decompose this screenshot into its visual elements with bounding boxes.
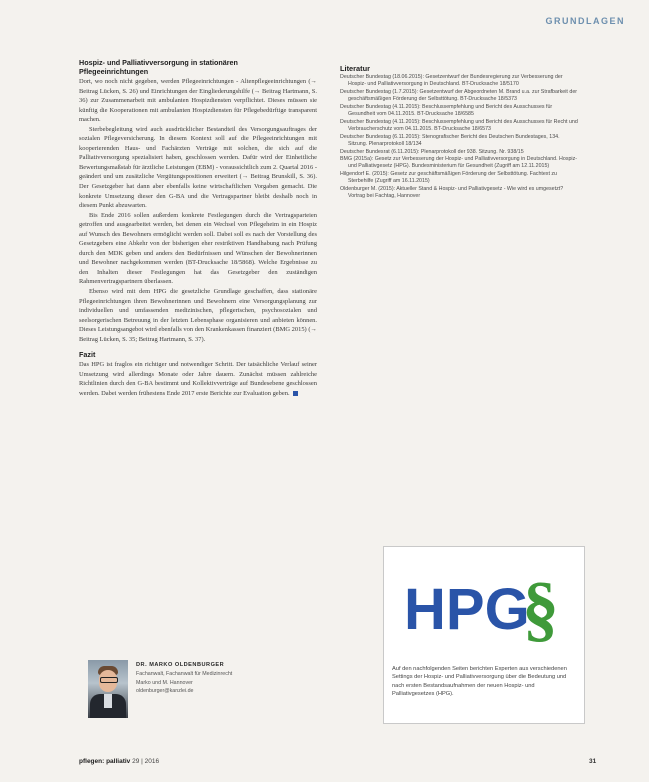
paragraph-1: Dort, wo noch nicht gegeben, werden Pflegeeinrichtungen - Altenpflegeeinrichtungen (→ Beitrag Lücken, S. 26) und Einrichtungen der Eingliederungshilfe (→ Beitrag Hartmann, S. 36) zur Zusammenarbeit mit ambulanten Hospizdiensten verpflichtet. Dieses müssen sie künftig die Kooperationen mit ambulanten Hospizdiensten für Pflegebedürftige transparent machen. [79,78,317,124]
page-number: 31 [589,758,597,765]
literature-item: Deutscher Bundesrat (6.11.2015): Plenarprotokoll der 938. Sitzung. Nr. 938/15 [340,148,524,155]
fazit-heading: Fazit [79,350,96,360]
literature-item: Deutscher Bundestag (4.11.2015): Beschlussempfehlung und Bericht des Ausschusses für Gesundheit vom 04.11.2015. BT-Drucksache 18/6585 [340,103,553,118]
literature-column [340,64,578,201]
hpg-logo-text: HPG [404,577,530,642]
literature-item: Deutscher Bundestag (4.11.2015): Beschlussempfehlung und Bericht des Ausschusses für Recht und Verbraucherschutz vom 04.11.2015. BT-Drucksache 18/6573 [340,118,578,132]
fazit-text: Das HPG ist fraglos ein richtiger und notwendiger Schritt. Der tatsächliche Verlauf seiner Umsetzung wird allerdings Monate oder Jahre dauern. Zunächst müssen zahlreiche Richtlinien durch den G-BA bestimmt und Kollektivverträge auf Bundesebene geschlossen werden. Dabei werden frühestens Ende 2017 erste Berichte zur Evaluation geben. [79,361,317,397]
author-name: DR. MARKO OLDENBURGER [136,662,225,668]
author-photo [88,660,128,718]
author-box [80,660,320,720]
literature-item: Deutscher Bundestag (6.11.2015): Stenografischer Bericht des Deutschen Bundestages, 134. Sitzung. Plenarprotokoll 18/134 [340,133,560,147]
paragraph-4: Ebenso wird mit dem HPG die gesetzliche Grundlage geschaffen, dass stationäre Pflegeeinrichtungen ihren Bewohnerinnen und Bewohnern eine Versorgungsplanung zur individuellen und umfassenden medizinischen, pflegerischen, psychosozialen und seelsorgerischen Betreuung in der letzten Lebensphase organisieren und anbieten können. Dieses Leistungsangebot wird ebenfalls von den Krankenkassen finanziert (BMG 2015) (→ Beitrag Lücken, S. 35; Beitrag Hartmann, S. 37). [79,288,317,343]
literature-item: Oldenburger M. (2015): Aktueller Stand & Hospiz- und Palliativgesetz - Wie wird es umgesetzt? Vortrag bei Fachtag, Hannover [340,186,564,200]
paragraph-2: Sterbebegleitung wird auch ausdrücklicher Bestandteil des Versorgungsauftrages der sozialen Pflegeversicherung. In diesem Kontext soll auf die Pflegeeinrichtungen mit kooperierenden Haus- und Fachärzten Verträge mit solchen, die sich auf die Palliativversorgung spezialisiert haben, geschlossen werden. Dafür wird der Einheitliche Bewertungsmaßstab für ärztliche Leistungen (EBM) - voraussichtlich zum 2. Quartal 2016 - geändert und um zusätzliche Vergütungspositionen erweitert (→ Beitrag Brunskill, S. 36). Der Gesetzgeber hat dann aber ebenfalls keine wirtschaftlichen Vorgaben gemacht. Die konkrete Umsetzung dieser den G-BA und die Vertragspartner bleibt deshalb noch in diesem Punkt abzuwarten. [79,125,317,210]
footer-magazine [79,758,159,765]
hpg-caption: Auf den nachfolgenden Seiten berichten Experten aus verschiedenen Settings der Hospiz- und Palliativversorgung über die Bedeutung und nach ersten Bestandsaufnahmen der neuen Hospiz- und Palliativgesetzes (HPG). [392,666,567,698]
hpg-logo [386,549,582,655]
literature-item: Hilgendorf E. (2015): Gesetz zur geschäftsmäßigen Förderung der Selbsttötung. Fachtext zu Sterbehilfe (Zugriff am 16.11.2015) [340,171,557,185]
literature-list [340,74,578,200]
author-affiliation: Marko und M. Hannover [136,679,193,686]
heading-line-2: Pflegeeinrichtungen [79,67,149,76]
literature-item: Deutscher Bundestag (1.7.2015): Gesetzentwurf der Abgeordneten M. Brand u.a. zur Strafbarkeit der geschäftsmäßigen Förderung der Selbsttötung. BT-Drucksache 18/5373 [340,88,578,103]
article-column [79,58,317,399]
issue-number: 29 | 2016 [132,758,160,765]
author-title: Fachanwalt, Fachanwalt für Medizinrecht [136,671,233,677]
author-email: oldenburger@kanzlei.de [136,688,194,694]
paragraph-3: Bis Ende 2016 sollen außerdem konkrete Festlegungen durch die Vertragsparteien getroffen und ausgearbeitet werden, bei denen ein Wechsel von Pflegeheim in ein Hospiz auf Wunsch des Bewohners ermöglicht werden soll. Dabei soll es nach der Vorstellung des Gesetzgebers eine Abkehr von der bisherigen eher restriktiven Handhabung nach Prüfung durch den MDK geben und anders den Bedürfnissen und Wünschen der Bewohnerinnen und Bewohner nachgekommen werden (BT-Drucksache 18/5868). Welche Ergebnisse zu den Inhalten dieser Festlegungen hat das Gesetzgeber den zuständigen Rahmenvertragspartnern überlassen. [79,211,317,286]
author-info [136,662,316,696]
literature-item: Deutscher Bundestag (18.06.2015): Gesetzentwurf der Bundesregierung zur Verbesserung der Hospiz- und Palliativversorgung in Deutschland. BT-Drucksache 18/5170 [340,74,563,88]
paragraph-symbol-icon: § [522,568,559,650]
magazine-name: pflegen: palliativ [79,758,131,765]
section-heading [79,58,317,76]
fazit-paragraph [79,360,317,398]
heading-line-1: Hospiz- und Palliativversorgung in stationären [79,58,238,67]
end-mark-icon [293,391,298,396]
section-tag: GRUNDLAGEN [545,16,625,26]
literature-item: BMG (2015a): Gesetz zur Verbesserung der Hospiz- und Palliativversorgung in Deutschland. Hospiz- und Palliativgesetz (HPG). Bundesministerium für Gesundheit (Zugriff am 12.11.2015) [340,156,578,170]
literature-heading: Literatur [340,64,370,73]
hpg-infobox [383,546,585,724]
